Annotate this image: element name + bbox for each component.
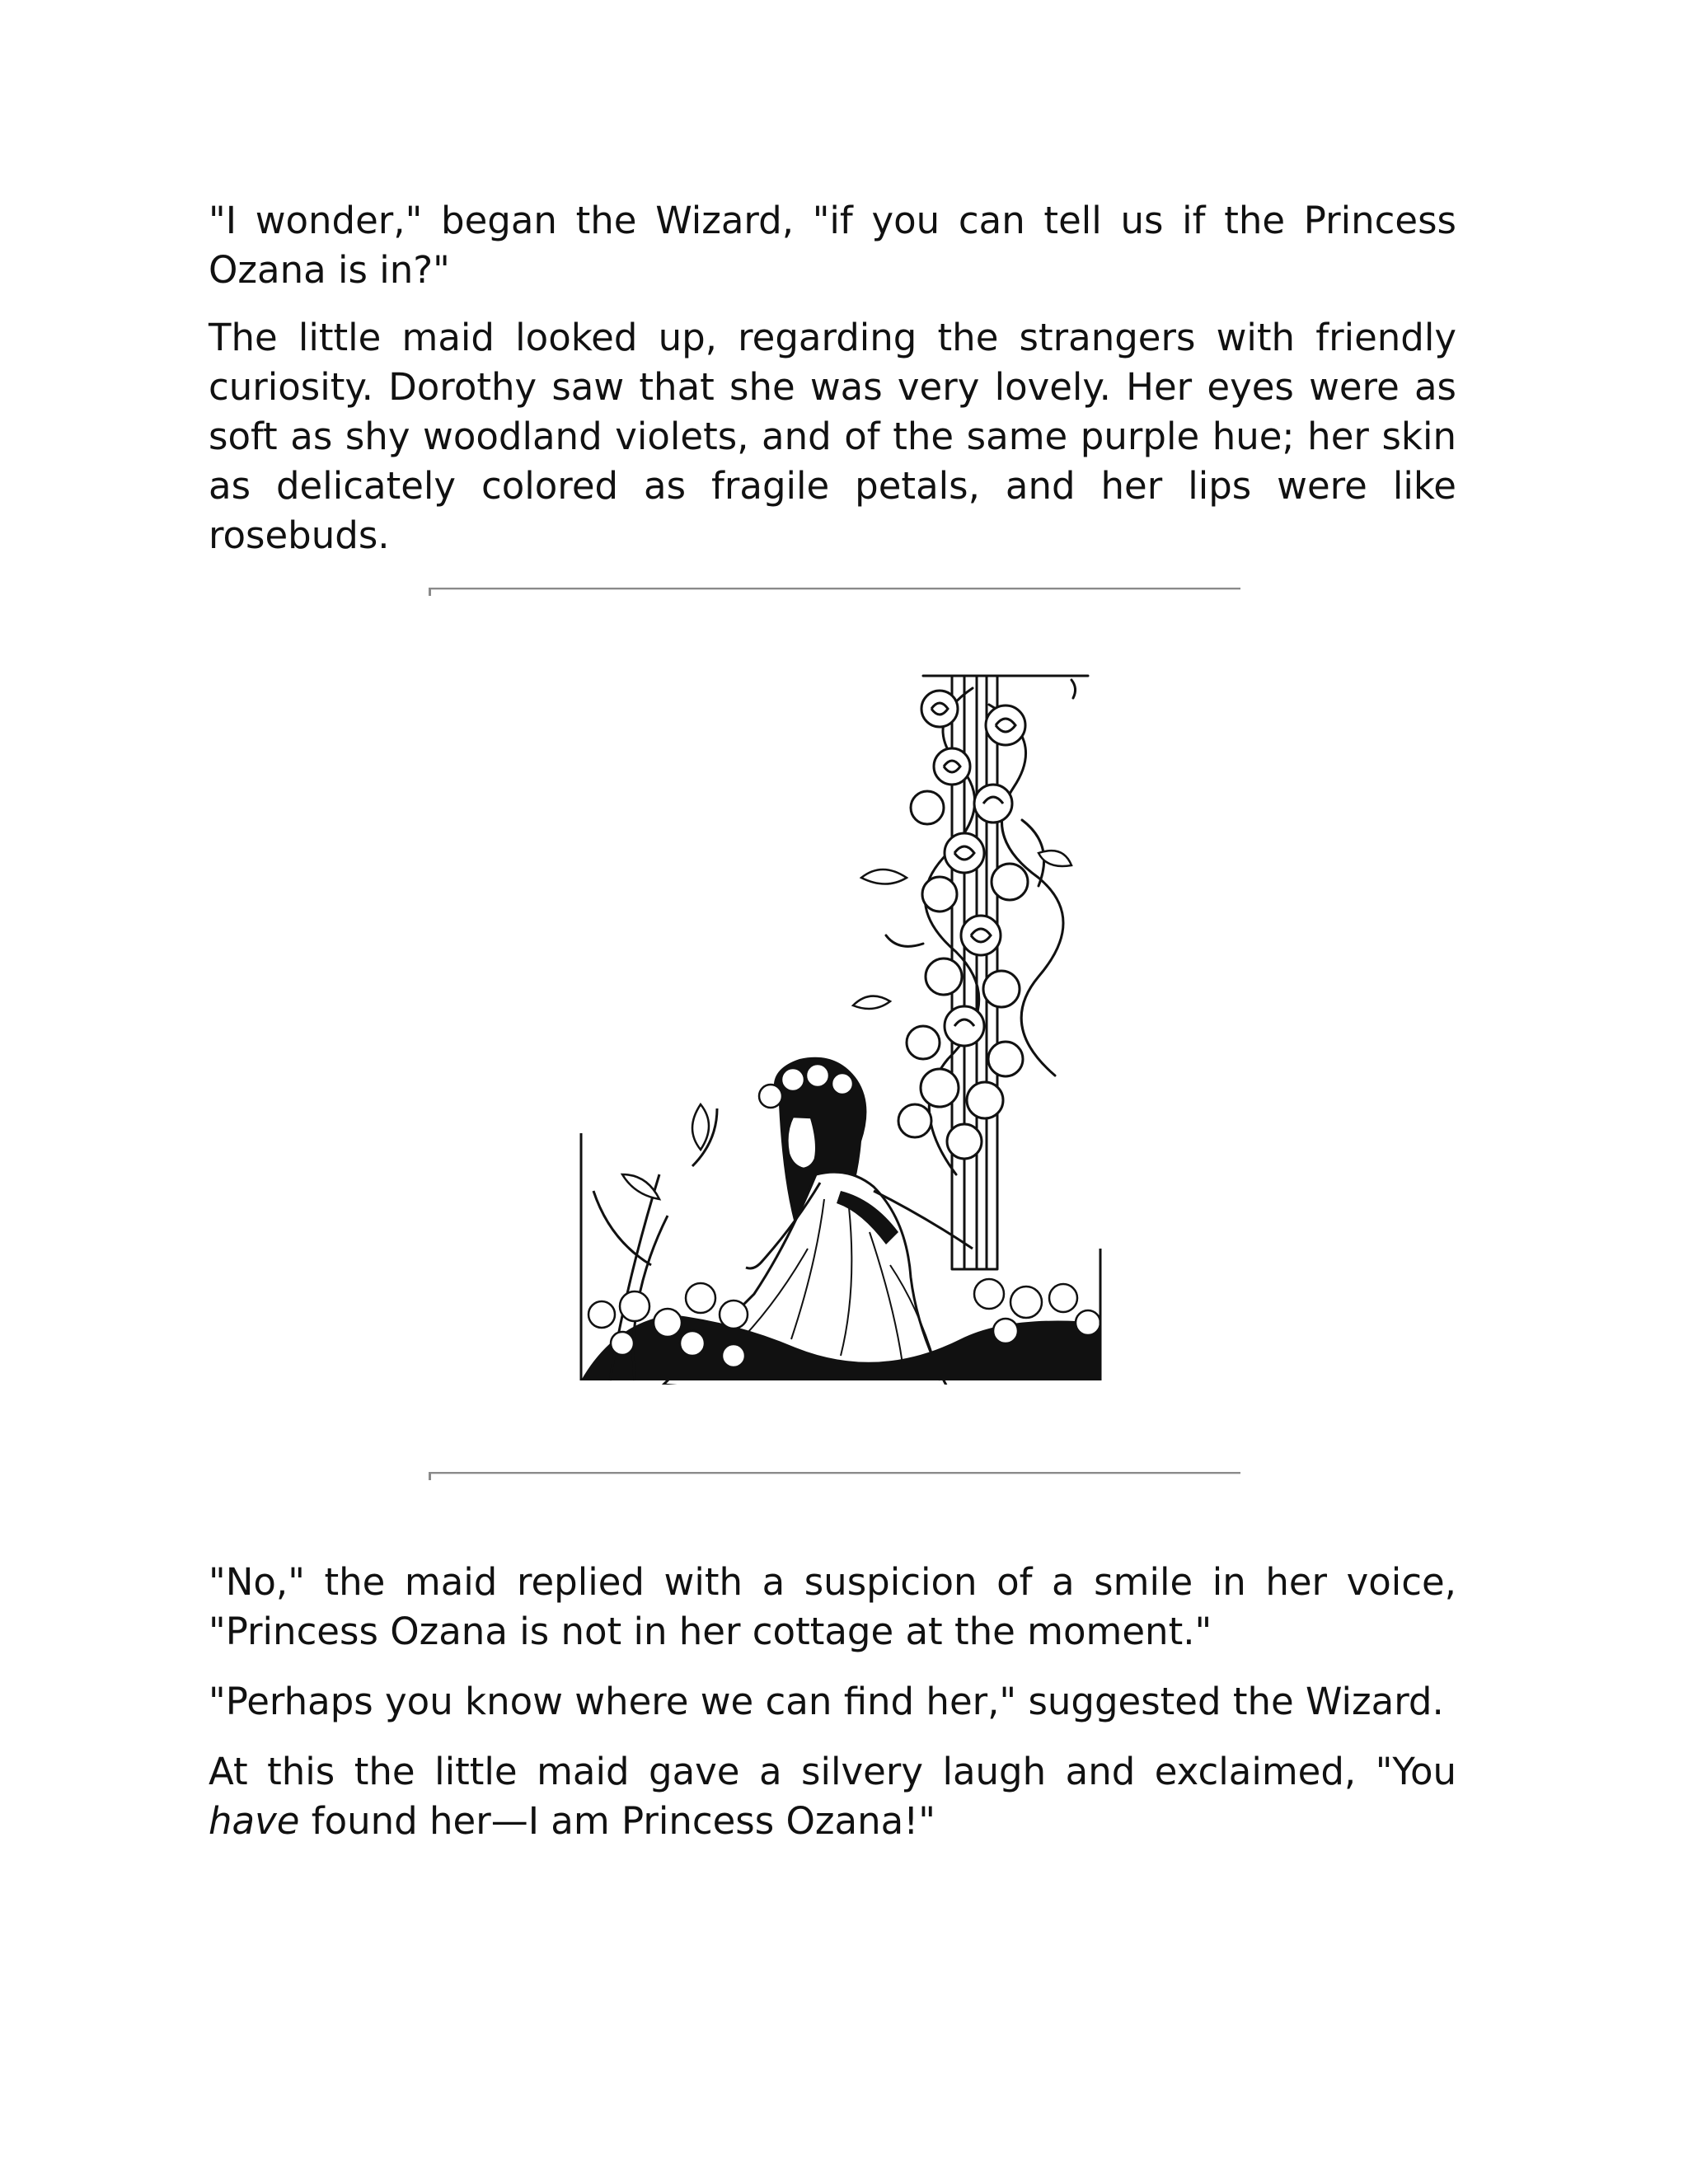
paragraph-wizard-question: "I wonder," began the Wizard, "if you can tell us if the Princess Ozana is in?": [209, 199, 1456, 292]
paragraph-maid-description: The little maid looked up, regarding the strangers with friendly curiosity. Dorothy saw that she was very lovely. Her eyes were as soft as shy woodland violets, and of the same purple hue; her skin as delicately colored as fragile petals, and her lips were like rosebuds.: [209, 316, 1456, 557]
reveal-text-emphasis: have: [209, 1799, 300, 1843]
reveal-text-after: found her—I am Princess Ozana!": [299, 1799, 935, 1843]
paragraph-ozana-reveal: [209, 1747, 1456, 1846]
reveal-text-before: At this the little maid gave a silvery laugh and exclaimed, "You: [209, 1750, 1456, 1793]
divider-top: [429, 588, 1240, 590]
divider-bottom: [429, 1472, 1240, 1474]
paragraph-maid-reply: "No," the maid replied with a suspicion of a smile in her voice, "Princess Ozana is not in her cottage at the moment.": [209, 1560, 1456, 1653]
illustration-maid-roses: [577, 672, 1104, 1385]
paragraph-wizard-suggestion: "Perhaps you know where we can find her," suggested the Wizard.: [209, 1680, 1444, 1723]
